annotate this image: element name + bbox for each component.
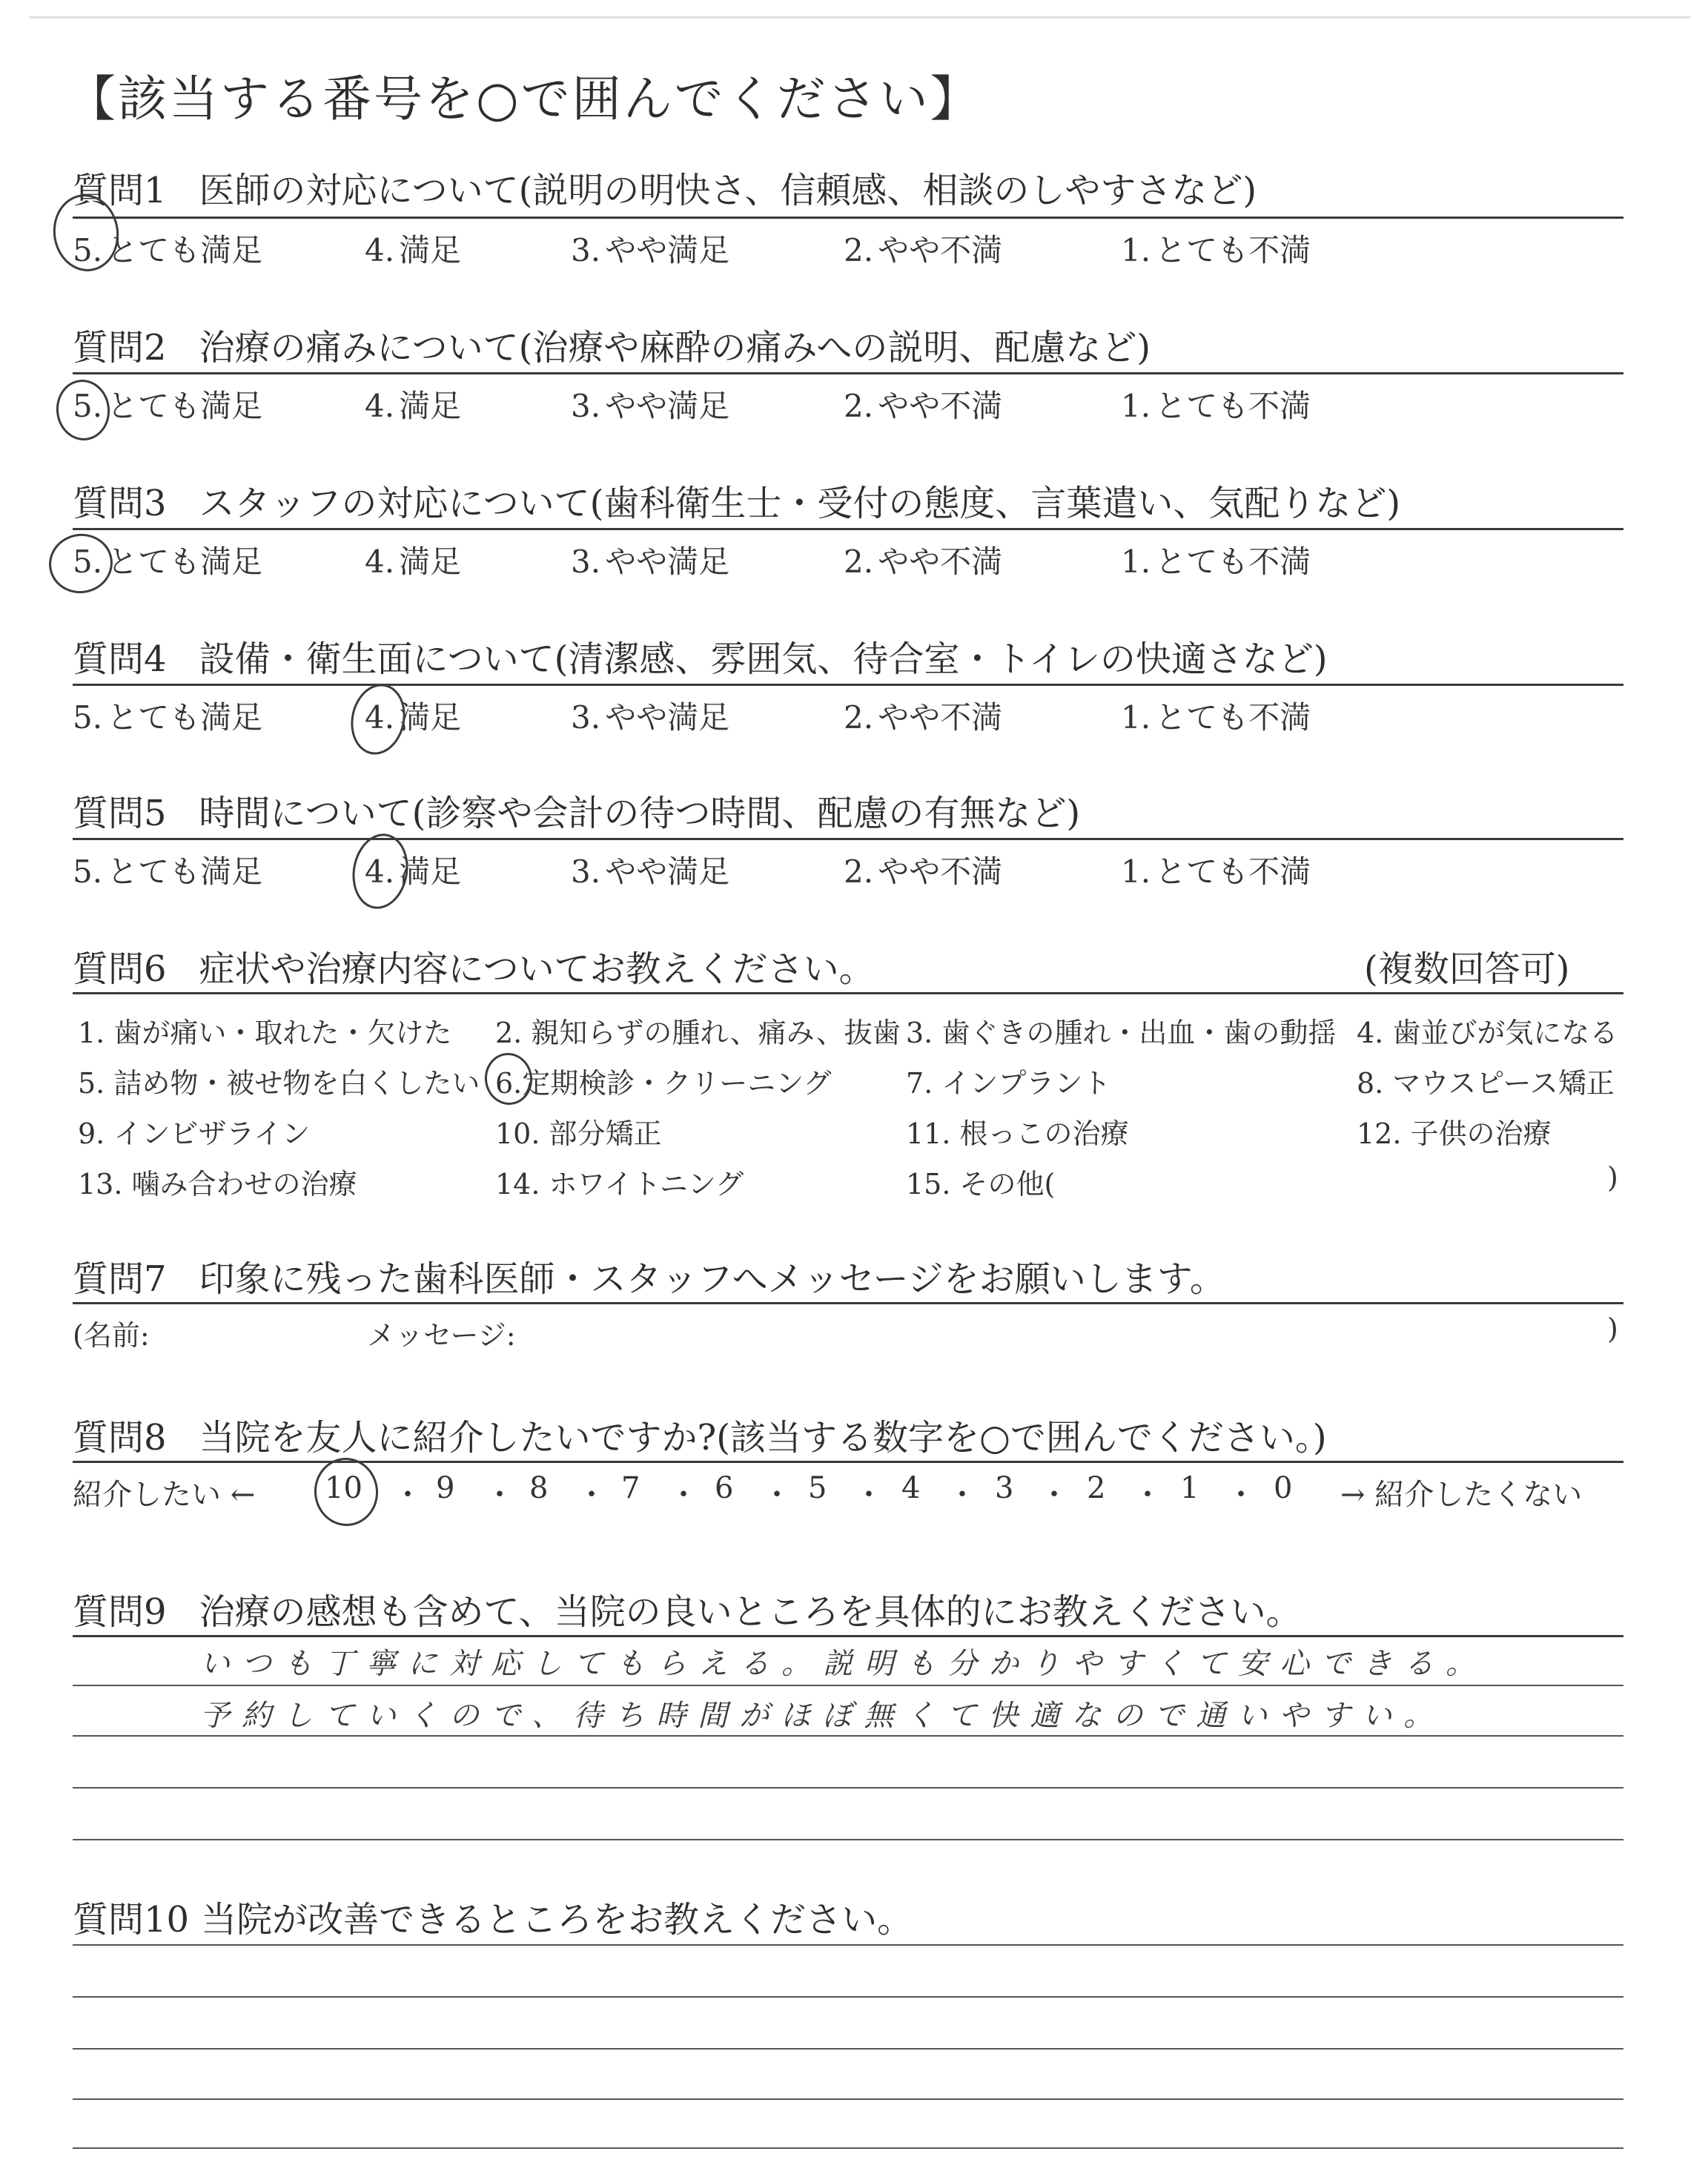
q10-answer-line bbox=[73, 2048, 1623, 2050]
q6-item-11[interactable]: 11. 根っこの治療 bbox=[906, 1117, 1129, 1150]
q4-option-3[interactable]: 3. やや満足 bbox=[571, 699, 730, 736]
q8-score-4[interactable]: 4 bbox=[901, 1471, 921, 1505]
q5-option-2[interactable]: 2. やや不満 bbox=[844, 853, 1003, 890]
q10-answer-line bbox=[73, 1996, 1623, 1998]
question-9-text: 治療の感想も含めて、当院の良いところを具体的にお教えください。 bbox=[199, 1591, 1302, 1633]
q2-option-3[interactable]: 3. やや満足 bbox=[571, 388, 730, 424]
q10-answer-line bbox=[73, 1944, 1623, 1946]
q8-score-0[interactable]: 0 bbox=[1274, 1471, 1293, 1505]
q9-handwritten-answer-line-1: いつも丁寧に対応してもらえる。説明も分かりやすくて安心できる。 bbox=[200, 1647, 1487, 1681]
q3-option-4[interactable]: 4. 満足 bbox=[365, 544, 462, 580]
q8-separator: ・ bbox=[669, 1478, 698, 1512]
q8-separator: ・ bbox=[1226, 1478, 1256, 1512]
question-4 bbox=[73, 630, 1328, 681]
q1-option-2[interactable]: 2. やや不満 bbox=[844, 232, 1003, 268]
q8-score-10[interactable]: 10 bbox=[325, 1471, 363, 1505]
scan-top-edge bbox=[30, 16, 1690, 19]
question-6-rule bbox=[73, 992, 1623, 994]
q6-item-13[interactable]: 13. 噛み合わせの治療 bbox=[78, 1168, 357, 1200]
q9-answer-line bbox=[73, 1735, 1623, 1737]
question-4-rule bbox=[73, 684, 1623, 686]
q7-name-field[interactable]: (名前: bbox=[73, 1319, 150, 1352]
question-9 bbox=[73, 1583, 1302, 1634]
q8-separator: ・ bbox=[1133, 1478, 1162, 1512]
q8-left-label: 紹介したい ← bbox=[73, 1478, 256, 1512]
q6-item-5[interactable]: 5. 詰め物・被せ物を白くしたい bbox=[78, 1067, 480, 1100]
question-7-rule bbox=[73, 1302, 1623, 1304]
q6-item-8[interactable]: 8. マウスピース矯正 bbox=[1357, 1067, 1615, 1100]
question-1 bbox=[73, 162, 1257, 213]
q6-item-15[interactable]: 15. その他( bbox=[906, 1168, 1056, 1200]
q2-option-2[interactable]: 2. やや不満 bbox=[844, 388, 1003, 424]
question-2-number: 質問2 bbox=[73, 327, 167, 369]
q1-option-5[interactable]: 5. とても満足 bbox=[73, 232, 263, 268]
question-3-rule bbox=[73, 528, 1623, 530]
question-6-number: 質問6 bbox=[73, 948, 167, 990]
q8-selection-circle bbox=[311, 1455, 381, 1529]
q5-selection-circle bbox=[347, 829, 414, 913]
q2-option-4[interactable]: 4. 満足 bbox=[365, 388, 462, 424]
q6-item-6[interactable] bbox=[495, 1060, 832, 1101]
q6-item-6-label: 定期検診・クリーニング bbox=[522, 1067, 832, 1100]
q8-separator: ・ bbox=[947, 1478, 977, 1512]
question-5 bbox=[73, 785, 1080, 836]
q5-option-1[interactable]: 1. とても不満 bbox=[1121, 853, 1311, 890]
q4-selection-circle bbox=[345, 679, 411, 760]
q5-option-5[interactable]: 5. とても満足 bbox=[73, 853, 263, 890]
question-8-number: 質問8 bbox=[73, 1417, 167, 1459]
question-8-rule bbox=[73, 1461, 1623, 1463]
q8-score-8[interactable]: 8 bbox=[529, 1471, 549, 1505]
q1-option-1[interactable]: 1. とても不満 bbox=[1121, 232, 1311, 268]
q4-option-1[interactable]: 1. とても不満 bbox=[1121, 699, 1311, 736]
q8-score-9[interactable]: 9 bbox=[436, 1471, 455, 1505]
q6-item-14[interactable]: 14. ホワイトニング bbox=[495, 1168, 744, 1200]
q7-message-field[interactable]: メッセージ: bbox=[367, 1319, 516, 1352]
question-1-text: 医師の対応について(説明の明快さ、信頼感、相談のしやすさなど) bbox=[199, 170, 1257, 211]
q6-item-10[interactable]: 10. 部分矯正 bbox=[495, 1117, 662, 1150]
q3-option-1[interactable]: 1. とても不満 bbox=[1121, 544, 1311, 580]
q3-option-2[interactable]: 2. やや不満 bbox=[844, 544, 1003, 580]
q8-score-5[interactable]: 5 bbox=[808, 1471, 827, 1505]
question-8-text: 当院を友人に紹介したいですか?(該当する数字を○で囲んでください。) bbox=[199, 1417, 1327, 1459]
question-8 bbox=[73, 1409, 1327, 1460]
question-5-text: 時間について(診察や会計の待つ時間、配慮の有無など) bbox=[199, 793, 1081, 834]
q8-separator: ・ bbox=[393, 1478, 423, 1512]
q1-option-4[interactable]: 4. 満足 bbox=[365, 232, 462, 268]
question-7-number: 質問7 bbox=[73, 1258, 167, 1300]
q9-answer-line bbox=[73, 1839, 1623, 1840]
q8-score-7[interactable]: 7 bbox=[621, 1471, 640, 1505]
q6-item-3[interactable]: 3. 歯ぐきの腫れ・出血・歯の動揺 bbox=[906, 1017, 1337, 1049]
question-3 bbox=[73, 475, 1400, 526]
q8-score-2[interactable]: 2 bbox=[1087, 1471, 1106, 1505]
question-2 bbox=[73, 319, 1151, 370]
q8-separator: ・ bbox=[762, 1478, 792, 1512]
q8-right-label: → 紹介したくない bbox=[1340, 1478, 1583, 1512]
question-9-number: 質問9 bbox=[73, 1591, 167, 1633]
q8-separator: ・ bbox=[577, 1478, 606, 1512]
q8-score-6[interactable]: 6 bbox=[715, 1471, 734, 1505]
q2-option-1[interactable]: 1. とても不満 bbox=[1121, 388, 1311, 424]
question-6-text: 症状や治療内容についてお教えください。 bbox=[199, 948, 875, 990]
question-2-text: 治療の痛みについて(治療や麻酔の痛みへの説明、配慮など) bbox=[199, 327, 1151, 369]
q4-option-2[interactable]: 2. やや不満 bbox=[844, 699, 1003, 736]
q4-option-4[interactable]: 4. 満足 bbox=[365, 699, 462, 736]
question-10-text: 当院が改善できるところをお教えください。 bbox=[201, 1899, 913, 1941]
question-7 bbox=[73, 1250, 1225, 1301]
question-4-number: 質問4 bbox=[73, 638, 167, 680]
q8-separator: ・ bbox=[1039, 1478, 1069, 1512]
form-instructions-header: 【該当する番号を○で囲んでください】 bbox=[67, 70, 982, 128]
question-5-number: 質問5 bbox=[73, 793, 167, 834]
q8-separator: ・ bbox=[485, 1478, 514, 1512]
q1-option-3[interactable]: 3. やや満足 bbox=[571, 232, 730, 268]
q5-option-3[interactable]: 3. やや満足 bbox=[571, 853, 730, 890]
question-3-text: スタッフの対応について(歯科衛生士・受付の態度、言葉遣い、気配りなど) bbox=[199, 483, 1401, 524]
question-5-rule bbox=[73, 838, 1623, 840]
question-3-number: 質問3 bbox=[73, 483, 167, 524]
q2-option-5[interactable]: 5. とても満足 bbox=[73, 388, 263, 424]
question-1-rule bbox=[73, 217, 1623, 219]
question-10-number: 質問10 bbox=[73, 1899, 190, 1941]
q6-item-7[interactable]: 7. インプラント bbox=[906, 1067, 1111, 1100]
q9-handwritten-answer-line-2: 予約していくので、待ち時間がほぼ無くて快適なので通いやすい。 bbox=[200, 1699, 1446, 1733]
question-1-number: 質問1 bbox=[73, 170, 167, 211]
q6-item-1[interactable]: 1. 歯が痛い・取れた・欠けた bbox=[78, 1017, 452, 1049]
q3-option-5[interactable]: 5. とても満足 bbox=[73, 544, 263, 580]
q5-option-4[interactable]: 4. 満足 bbox=[365, 853, 462, 890]
question-2-rule bbox=[73, 372, 1623, 374]
q8-score-3[interactable]: 3 bbox=[995, 1471, 1014, 1505]
q10-answer-line bbox=[73, 2147, 1623, 2149]
q3-option-3[interactable]: 3. やや満足 bbox=[571, 544, 730, 580]
q9-answer-line bbox=[73, 1787, 1623, 1789]
question-9-rule bbox=[73, 1635, 1623, 1637]
q6-item-6-number: 6. bbox=[495, 1067, 523, 1100]
question-6-multiple-note: (複数回答可) bbox=[1364, 948, 1570, 990]
question-6 bbox=[73, 940, 875, 991]
question-4-text: 設備・衛生面について(清潔感、雰囲気、待合室・トイレの快適さなど) bbox=[199, 638, 1328, 680]
question-7-text: 印象に残った歯科医師・スタッフへメッセージをお願いします。 bbox=[199, 1258, 1225, 1300]
q6-item-12[interactable]: 12. 子供の治療 bbox=[1357, 1117, 1552, 1150]
q7-close-paren: ) bbox=[1607, 1312, 1618, 1345]
q9-answer-line bbox=[73, 1685, 1623, 1686]
q6-item-4[interactable]: 4. 歯並びが気になる bbox=[1357, 1017, 1618, 1049]
q8-separator: ・ bbox=[854, 1478, 884, 1512]
q10-answer-line bbox=[73, 2098, 1623, 2100]
q8-score-1[interactable]: 1 bbox=[1180, 1471, 1199, 1505]
question-10 bbox=[73, 1891, 913, 1942]
q6-item-2[interactable]: 2. 親知らずの腫れ、痛み、抜歯 bbox=[495, 1017, 901, 1049]
q6-item-9[interactable]: 9. インビザライン bbox=[78, 1117, 311, 1150]
q4-option-5[interactable]: 5. とても満足 bbox=[73, 699, 263, 736]
q6-item-15-close: ) bbox=[1607, 1161, 1618, 1194]
